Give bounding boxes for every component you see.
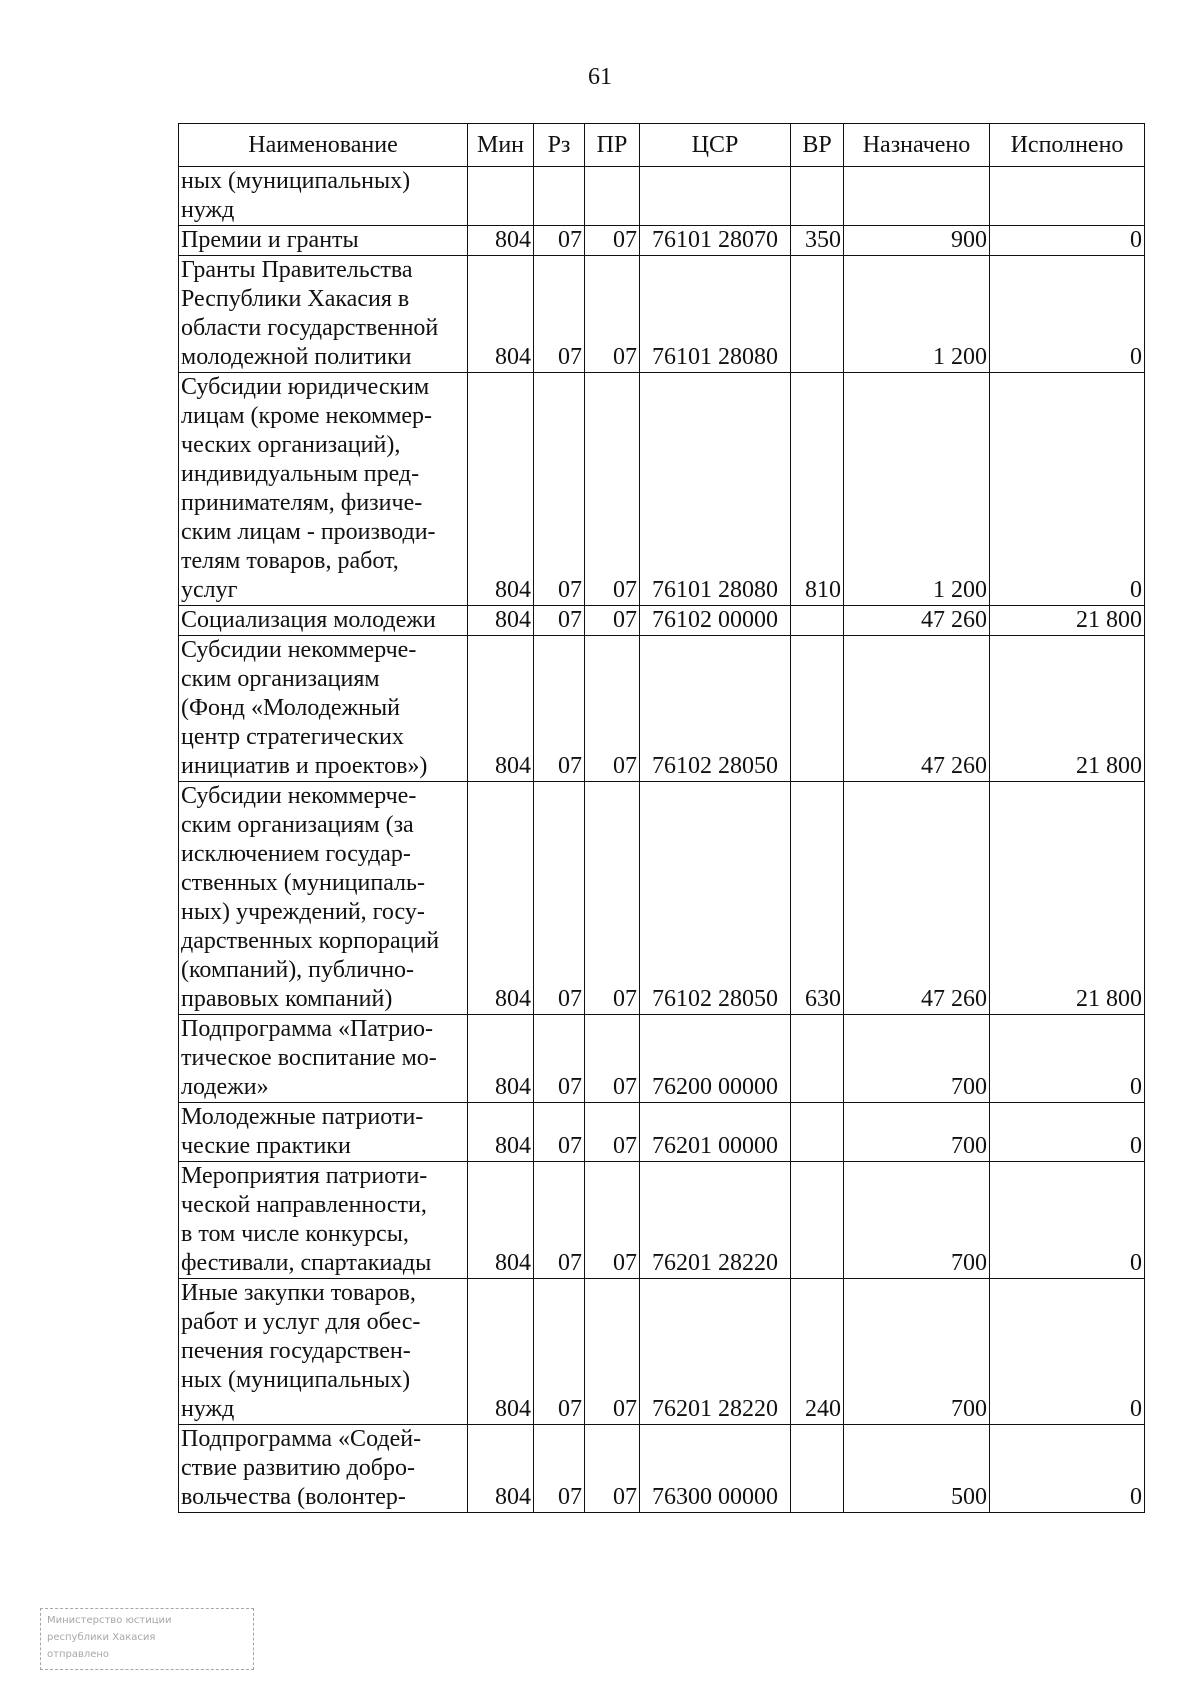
header-assigned: Назначено [844,124,990,167]
cell-csr: 76200 00000 [640,1015,791,1103]
cell-min: 804 [468,606,534,636]
cell-csr: 76300 00000 [640,1425,791,1513]
cell-vr [791,167,844,226]
cell-min: 804 [468,256,534,373]
cell-executed: 21 800 [990,606,1145,636]
header-csr: ЦСР [640,124,791,167]
cell-vr [791,1103,844,1162]
table-row [179,373,1145,606]
cell-pr: 07 [585,782,640,1015]
cell-assigned: 500 [844,1425,990,1513]
cell-rz: 07 [534,256,585,373]
cell-assigned: 700 [844,1162,990,1279]
cell-name: Мероприятия патриоти- ческой направленности, в том числе конкурсы, фестивали, спартакиады [179,1162,468,1279]
cell-pr: 07 [585,256,640,373]
cell-vr: 350 [791,226,844,256]
table-row [179,1425,1145,1513]
cell-name: Социализация молодежи [179,606,468,636]
cell-name: Субсидии некоммерче- ским организациям (за исключением государ- ственных (муниципаль- ных) учреждений, госу- дарственных корпораций (компаний), публично- правовых компаний) [179,782,468,1015]
cell-pr: 07 [585,1425,640,1513]
cell-assigned [844,167,990,226]
cell-pr: 07 [585,1162,640,1279]
header-rz: Рз [534,124,585,167]
cell-executed: 21 800 [990,782,1145,1015]
cell-assigned: 1 200 [844,373,990,606]
cell-vr [791,1015,844,1103]
cell-pr: 07 [585,1103,640,1162]
cell-rz: 07 [534,1015,585,1103]
cell-csr: 76102 28050 [640,782,791,1015]
cell-vr: 240 [791,1279,844,1425]
table-row [179,1162,1145,1279]
cell-executed: 0 [990,1279,1145,1425]
cell-vr [791,1162,844,1279]
cell-pr: 07 [585,1015,640,1103]
cell-csr: 76102 00000 [640,606,791,636]
registration-stamp [40,1608,254,1670]
table-header-row [179,124,1145,167]
cell-vr [791,1425,844,1513]
cell-vr [791,636,844,782]
header-vr: ВР [791,124,844,167]
cell-rz: 07 [534,226,585,256]
cell-name: Подпрограмма «Содей- ствие развитию добро- вольчества (волонтер- [179,1425,468,1513]
cell-name: Гранты Правительства Республики Хакасия в области государственной молодежной политики [179,256,468,373]
cell-executed: 0 [990,1162,1145,1279]
cell-csr: 76101 28070 [640,226,791,256]
cell-name: Подпрограмма «Патрио- тическое воспитание мо- лодежи» [179,1015,468,1103]
cell-assigned: 1 200 [844,256,990,373]
cell-rz: 07 [534,1162,585,1279]
cell-name: ных (муниципальных) нужд [179,167,468,226]
stamp-line: республики Хакасия [47,1632,156,1643]
cell-min: 804 [468,636,534,782]
cell-name: Молодежные патриоти- ческие практики [179,1103,468,1162]
cell-pr [585,167,640,226]
cell-csr: 76201 00000 [640,1103,791,1162]
cell-assigned: 47 260 [844,606,990,636]
cell-rz: 07 [534,1103,585,1162]
cell-csr [640,167,791,226]
cell-executed: 0 [990,226,1145,256]
cell-min: 804 [468,1162,534,1279]
table-row [179,1103,1145,1162]
cell-name: Субсидии юридическим лицам (кроме некоммер- ческих организаций), индивидуальным пред- принимателям, физиче- ским лицам - производи- телям товаров, работ, услуг [179,373,468,606]
cell-min [468,167,534,226]
cell-rz: 07 [534,1425,585,1513]
table-row [179,1279,1145,1425]
cell-pr: 07 [585,606,640,636]
cell-executed: 0 [990,1425,1145,1513]
cell-assigned: 47 260 [844,782,990,1015]
cell-min: 804 [468,373,534,606]
cell-vr: 810 [791,373,844,606]
header-name: Наименование [179,124,468,167]
cell-vr [791,606,844,636]
cell-rz: 07 [534,373,585,606]
cell-pr: 07 [585,373,640,606]
table-row [179,1015,1145,1103]
cell-csr: 76101 28080 [640,256,791,373]
cell-min: 804 [468,1425,534,1513]
cell-pr: 07 [585,1279,640,1425]
table-row [179,606,1145,636]
table-row [179,167,1145,226]
cell-csr: 76201 28220 [640,1162,791,1279]
cell-executed: 0 [990,256,1145,373]
cell-assigned: 47 260 [844,636,990,782]
budget-table [178,123,1145,1513]
cell-executed: 0 [990,1015,1145,1103]
cell-executed: 21 800 [990,636,1145,782]
cell-csr: 76102 28050 [640,636,791,782]
cell-name: Премии и гранты [179,226,468,256]
cell-min: 804 [468,1103,534,1162]
cell-pr: 07 [585,636,640,782]
table-row [179,782,1145,1015]
cell-assigned: 900 [844,226,990,256]
table-row [179,256,1145,373]
cell-min: 804 [468,1015,534,1103]
stamp-line: отправлено [47,1649,110,1660]
cell-assigned: 700 [844,1015,990,1103]
page-number: 61 [588,64,612,90]
header-executed: Исполнено [990,124,1145,167]
cell-executed [990,167,1145,226]
stamp-line: Министерство юстиции [47,1615,172,1626]
header-pr: ПР [585,124,640,167]
cell-vr [791,256,844,373]
cell-csr: 76201 28220 [640,1279,791,1425]
cell-csr: 76101 28080 [640,373,791,606]
table-row [179,226,1145,256]
cell-name: Иные закупки товаров, работ и услуг для обес- печения государствен- ных (муниципальных) нужд [179,1279,468,1425]
table-row [179,636,1145,782]
header-min: Мин [468,124,534,167]
cell-assigned: 700 [844,1103,990,1162]
cell-min: 804 [468,226,534,256]
cell-rz: 07 [534,636,585,782]
cell-name: Субсидии некоммерче- ским организациям (Фонд «Молодежный центр стратегических инициатив и проектов») [179,636,468,782]
cell-min: 804 [468,782,534,1015]
cell-rz: 07 [534,782,585,1015]
cell-rz: 07 [534,606,585,636]
cell-rz [534,167,585,226]
cell-vr: 630 [791,782,844,1015]
cell-rz: 07 [534,1279,585,1425]
table-body [179,167,1145,1513]
cell-executed: 0 [990,1103,1145,1162]
cell-assigned: 700 [844,1279,990,1425]
cell-pr: 07 [585,226,640,256]
cell-executed: 0 [990,373,1145,606]
cell-min: 804 [468,1279,534,1425]
